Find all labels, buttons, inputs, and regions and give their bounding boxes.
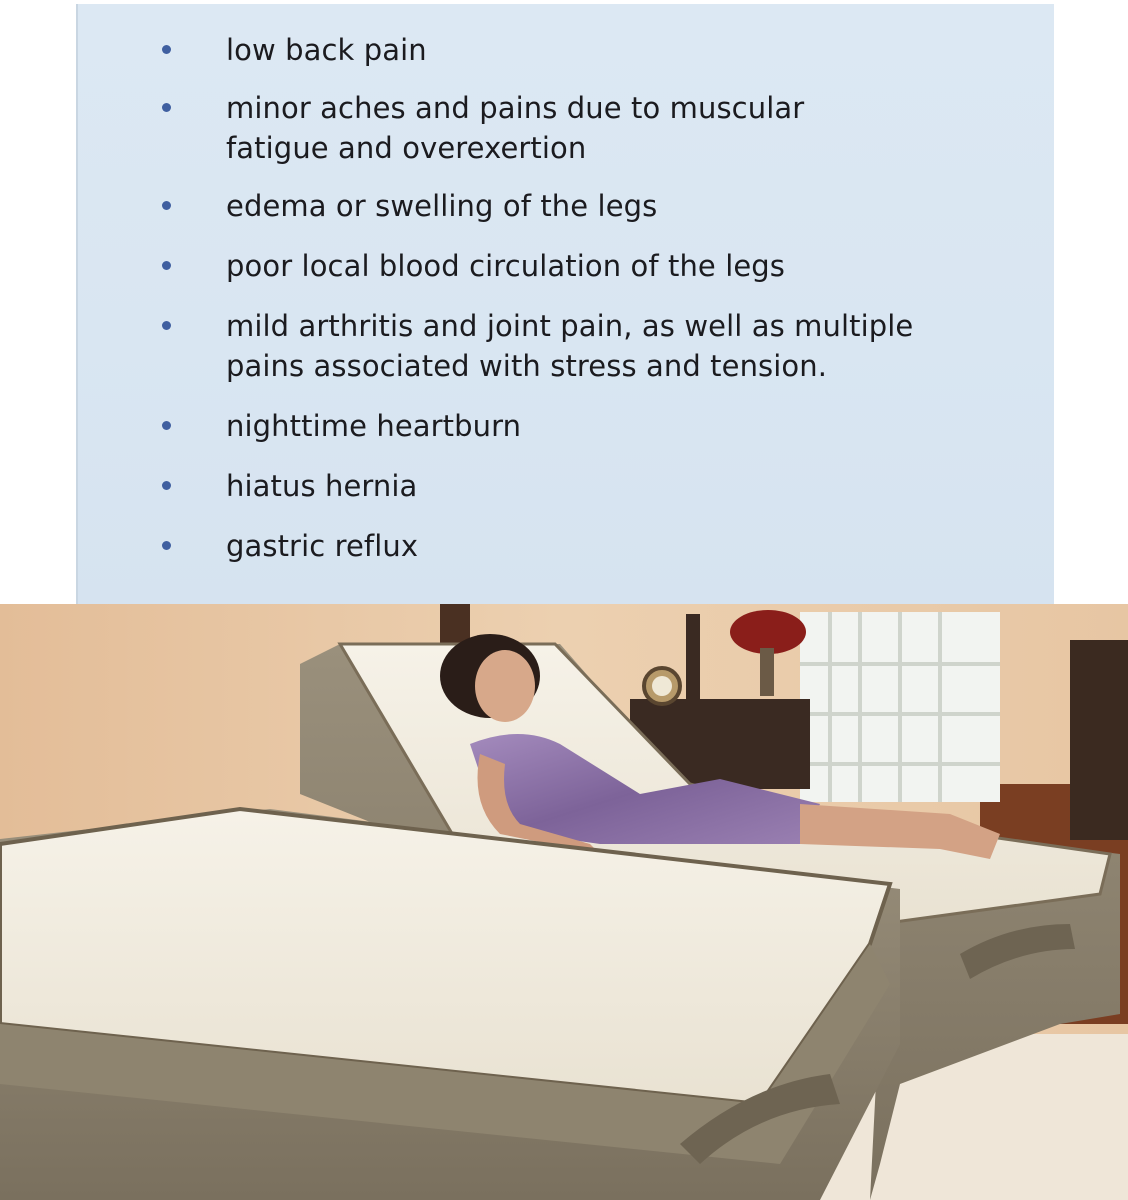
list-item-text [226, 186, 1006, 226]
list-item-line: gastric reflux [226, 529, 419, 563]
list-item-text [226, 526, 1006, 566]
flowers [730, 610, 806, 654]
list-item-text [226, 30, 1006, 70]
list-item-text [226, 406, 1006, 446]
bullet-icon [162, 45, 171, 54]
cabinet [1070, 640, 1128, 840]
list-item-text [226, 306, 1006, 386]
lamp [686, 614, 700, 699]
list-item-line: poor local blood circulation of the legs [226, 249, 786, 283]
list-item-line: low back pain [226, 33, 427, 67]
bullet-icon [162, 421, 171, 430]
adjustable-bed-photo [0, 604, 1128, 1200]
list-item-text [226, 466, 1006, 506]
list-item-text [226, 88, 1006, 168]
bullet-icon [162, 261, 171, 270]
list-item-line: fatigue and overexertion [226, 131, 587, 165]
bullet-icon [162, 541, 171, 550]
list-item-line: mild arthritis and joint pain, as well as multiple [226, 309, 914, 343]
list-item-line: edema or swelling of the legs [226, 189, 658, 223]
benefits-list [78, 4, 1054, 608]
bullet-icon [162, 103, 171, 112]
bullet-icon [162, 481, 171, 490]
list-item-line: nighttime heartburn [226, 409, 522, 443]
list-item-line: pains associated with stress and tension. [226, 349, 828, 383]
list-item-text [226, 246, 1006, 286]
info-card [76, 4, 1054, 608]
bullet-icon [162, 321, 171, 330]
bullet-icon [162, 201, 171, 210]
list-item-line: minor aches and pains due to muscular [226, 91, 805, 125]
list-item-line: hiatus hernia [226, 469, 418, 503]
